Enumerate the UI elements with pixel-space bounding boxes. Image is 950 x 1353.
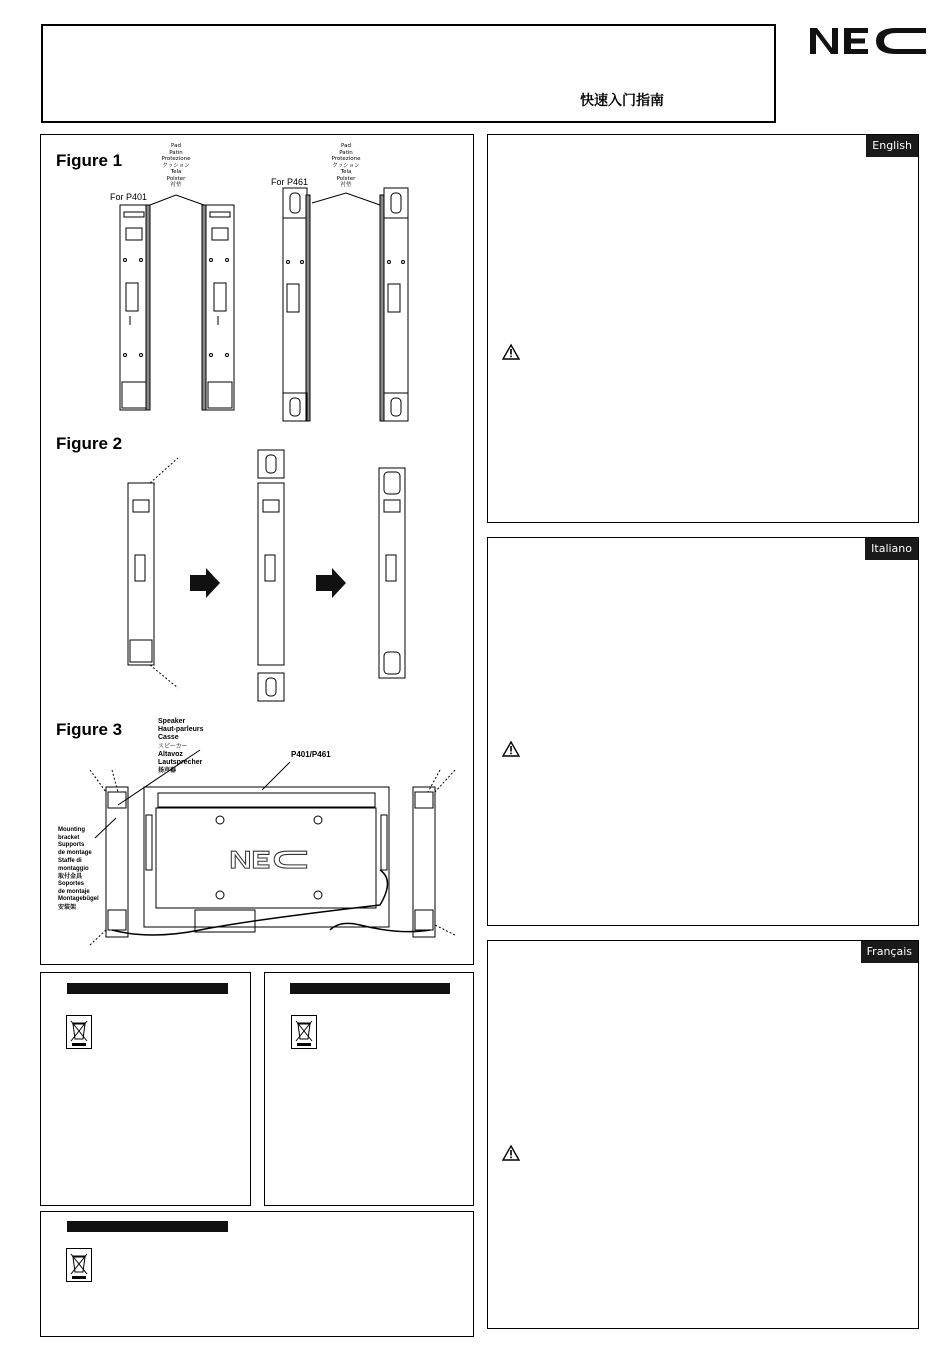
pad-label: クッション xyxy=(162,162,190,169)
bracket-label: 取付金具 xyxy=(58,873,83,881)
crossed-bin-icon xyxy=(291,1015,317,1049)
bracket-label: Montagebügel xyxy=(58,896,99,903)
pad-label: Patin xyxy=(169,149,183,156)
pad-label: Protezione xyxy=(331,156,361,162)
speaker-right-mounted xyxy=(413,787,435,937)
bracket-label: de montage xyxy=(58,850,92,857)
title-chinese: 快速入门指南 xyxy=(580,93,664,109)
pad-label: 衬垫 xyxy=(340,182,352,188)
figure-1-title: Figure 1 xyxy=(56,151,123,170)
speaker-label: Casse xyxy=(158,734,179,742)
warning-triangle-icon xyxy=(502,1145,520,1161)
speaker-left-mounted xyxy=(106,787,128,937)
language-box-italiano xyxy=(487,537,919,926)
pad-label: Tela xyxy=(170,169,182,175)
bracket-label: Staffe di xyxy=(58,857,82,864)
bracket-label: Supports xyxy=(58,842,85,849)
pad-label: 衬垫 xyxy=(170,182,182,188)
weee-heading-bar xyxy=(290,983,450,994)
speaker-label: Lautsprecher xyxy=(158,759,203,767)
language-box-francais xyxy=(487,940,919,1329)
speaker-label: Altavoz xyxy=(158,750,183,758)
pad-label: Pad xyxy=(341,143,351,149)
bracket-label: de montaje xyxy=(58,888,90,895)
figure-3-title: Figure 3 xyxy=(56,720,123,739)
weee-heading-bar xyxy=(67,983,228,994)
bracket-label: Mounting xyxy=(58,827,85,833)
monitor-logo xyxy=(224,846,314,872)
bracket-label: bracket xyxy=(58,834,80,841)
crossed-bin-icon xyxy=(66,1248,92,1282)
pad-label: Polster xyxy=(166,175,186,182)
bracket-label: Soportes xyxy=(58,880,85,887)
figure-2-title: Figure 2 xyxy=(56,434,123,453)
weee-box-1 xyxy=(40,972,251,1206)
weee-box-3 xyxy=(40,1211,474,1337)
language-tab-italiano: Italiano xyxy=(865,538,918,560)
pad-label: Pad xyxy=(171,143,181,149)
language-tab-english: English xyxy=(866,135,918,157)
pad-label: クッション xyxy=(332,162,360,169)
speaker-label: スピーカー xyxy=(158,742,188,750)
for-p401-label: For P401 xyxy=(110,192,148,202)
language-tab-francais: Français xyxy=(861,941,918,963)
weee-box-2 xyxy=(264,972,474,1206)
warning-triangle-icon xyxy=(502,741,520,757)
bracket-label: montaggio xyxy=(58,865,89,872)
pad-label: Polster xyxy=(336,175,356,182)
speaker-label: Haut-parleurs xyxy=(158,726,204,734)
pad-label: Patin xyxy=(339,149,353,156)
bracket-label: 安装架 xyxy=(58,904,77,912)
language-box-english xyxy=(487,134,919,523)
crossed-bin-icon xyxy=(66,1015,92,1049)
warning-triangle-icon xyxy=(502,344,520,360)
pad-label: Protezione xyxy=(161,156,191,162)
model-label: P401/P461 xyxy=(291,750,331,759)
speaker-label: Speaker xyxy=(158,718,186,725)
speaker-label: 扬声器 xyxy=(158,767,177,775)
for-p461-label: For P461 xyxy=(271,177,309,187)
pad-label: Tela xyxy=(340,169,352,175)
weee-heading-bar xyxy=(67,1221,228,1232)
